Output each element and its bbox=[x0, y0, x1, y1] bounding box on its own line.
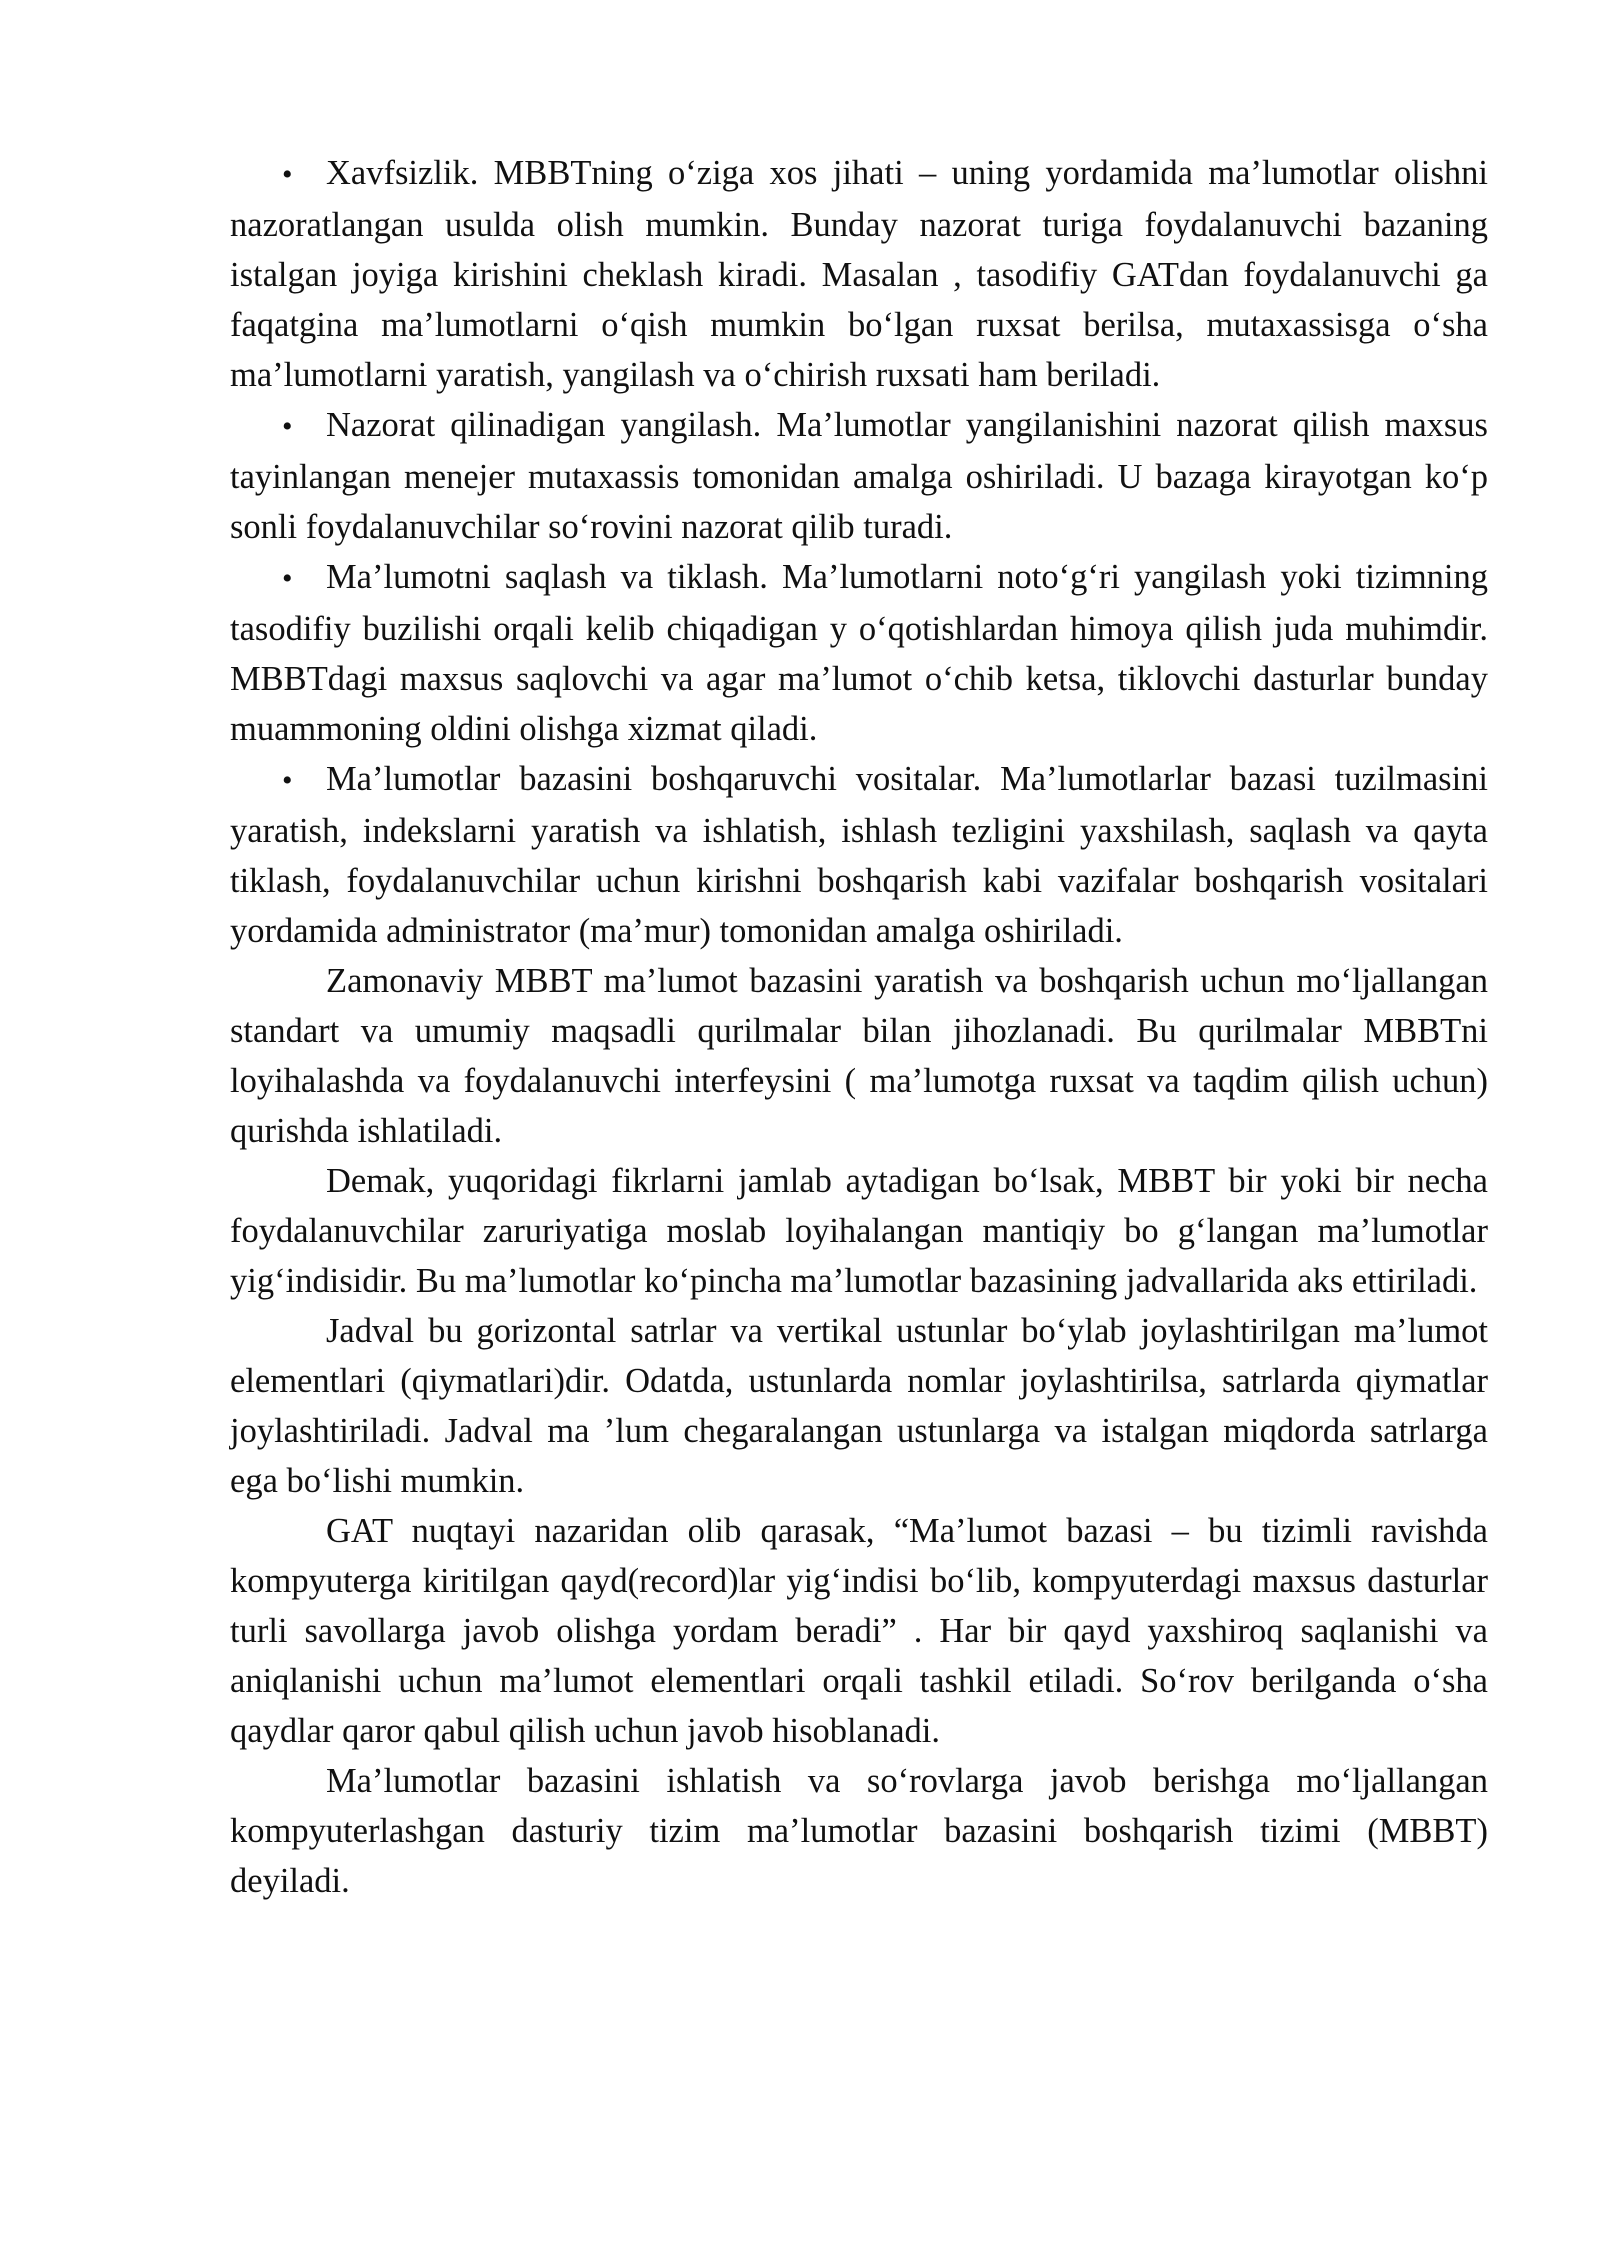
bullet-marker: • bbox=[282, 410, 293, 443]
bullet-marker: • bbox=[282, 562, 293, 595]
bullet-item-security bbox=[230, 148, 1488, 400]
bullet-item-backup-restore bbox=[230, 552, 1488, 754]
bullet-item-controlled-update bbox=[230, 400, 1488, 552]
bullet-text: Nazorat qilinadigan yangilash. Ma’lumotlar yangilanishini nazorat qilish maxsus tayinlangan menejer mutaxassis tomonidan amalga oshiriladi. U bazaga kirayotgan ko‘p sonli foydalanuvchilar so‘rovini nazorat qilib turadi. bbox=[230, 406, 1488, 546]
bullet-text: Ma’lumotlar bazasini boshqaruvchi vositalar. Ma’lumotlarlar bazasi tuzilmasini yaratish, indekslarni yaratish va ishlatish, ishlash tezligini yaxshilash, saqlash va qayta tiklash, foydalanuvchilar uchun kirishni boshqarish kabi vazifalar boshqarish vositalari yordamida administrator (ma’mur) tomonidan amalga oshiriladi. bbox=[230, 760, 1488, 950]
paragraph-dbms-definition: Ma’lumotlar bazasini ishlatish va so‘rovlarga javob berishga mo‘ljallangan kompyuterlashgan dasturiy tizim ma’lumotlar bazasini boshqarish tizimi (MBBT) deyiladi. bbox=[230, 1762, 1488, 1900]
paragraph-gat-view: GAT nuqtayi nazaridan olib qarasak, “Ma’lumot bazasi – bu tizimli ravishda kompyuterga kiritilgan qayd(record)lar yig‘indisi bo‘lib, kompyuterdagi maxsus dasturlar turli savollarga javob olishga yordam beradi” . Har bir qayd yaxshiroq saqlanishi va aniqlanishi uchun ma’lumot elementlari orqali tashkil etiladi. So‘rov berilganda o‘sha qaydlar qaror qabul qilish uchun javob hisoblanadi. bbox=[230, 1512, 1488, 1750]
paragraph-modern-dbms: Zamonaviy MBBT ma’lumot bazasini yaratish va boshqarish uchun mo‘ljallangan standart va umumiy maqsadli qurilmalar bilan jihozlanadi. Bu qurilmalar MBBTni loyihalashda va foydalanuvchi interfeysini ( ma’lumotga ruxsat va taqdim qilish uchun) qurishda ishlatiladi. bbox=[230, 962, 1488, 1150]
paragraph-table-definition: Jadval bu gorizontal satrlar va vertikal ustunlar bo‘ylab joylashtirilgan ma’lumot elementlari (qiymatlari)dir. Odatda, ustunlarda nomlar joylashtirilsa, satrlarda qiymatlar joylashtiriladi. Jadval ma ’lum chegaralangan ustunlarga va istalgan miqdorda satrlarga ega bo‘lishi mumkin. bbox=[230, 1312, 1488, 1500]
bullet-item-admin-tools bbox=[230, 754, 1488, 956]
bullet-text: Ma’lumotni saqlash va tiklash. Ma’lumotlarni noto‘g‘ri yangilash yoki tizimning tasodifiy buzilishi orqali kelib chiqadigan y o‘qotishlardan himoya qilish juda muhimdir. MBBTdagi maxsus saqlovchi va agar ma’lumot o‘chib ketsa, tiklovchi dasturlar bunday muammoning oldini olishga xizmat qiladi. bbox=[230, 558, 1488, 748]
bullet-marker: • bbox=[282, 764, 293, 797]
bullet-text: Xavfsizlik. MBBTning o‘ziga xos jihati – uning yordamida ma’lumotlar olishni nazoratlangan usulda olish mumkin. Bunday nazorat turiga foydalanuvchi bazaning istalgan joyiga kirishini cheklash kiradi. Masalan , tasodifiy GATdan foydalanuvchi ga faqatgina ma’lumotlarni o‘qish mumkin bo‘lgan ruxsat berilsa, mutaxassisga o‘sha ma’lumotlarni yaratish, yangilash va o‘chirish ruxsati ham beriladi. bbox=[230, 154, 1488, 394]
bullet-marker: • bbox=[282, 158, 293, 191]
document-page bbox=[230, 148, 1488, 1906]
paragraph-summary: Demak, yuqoridagi fikrlarni jamlab aytadigan bo‘lsak, MBBT bir yoki bir necha foydalanuvchilar zaruriyatiga moslab loyihalangan mantiqiy bo g‘langan ma’lumotlar yig‘indisidir. Bu ma’lumotlar ko‘pincha ma’lumotlar bazasining jadvallarida aks ettiriladi. bbox=[230, 1162, 1488, 1300]
